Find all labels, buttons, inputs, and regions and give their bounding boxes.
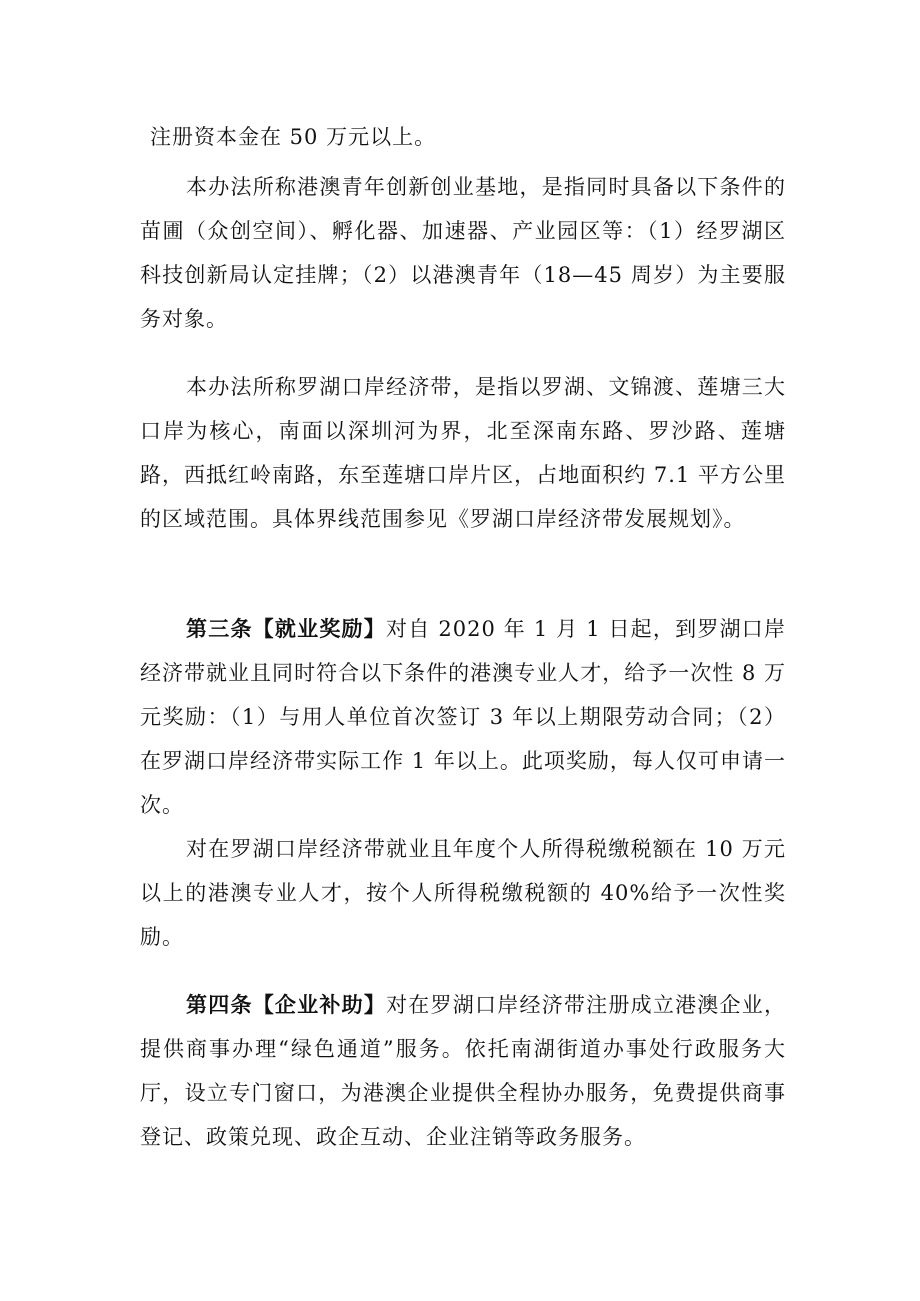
article-three-employment-award	[140, 607, 786, 827]
paragraph-text: 对自 2020 年 1 月 1 日起，到罗湖口岸经济带就业且同时符合以下条件的港澳专业人才，给予一次性 8 万元奖励：（1）与用人单位首次签订 3 年以上期限劳动合同；（2）在罗湖口岸经济带实际工作 1 年以上。此项奖励，每人仅可申请一次。	[140, 617, 787, 817]
article-heading: 第三条【就业奖励】	[186, 617, 387, 641]
paragraph-text: 本办法所称罗湖口岸经济带，是指以罗湖、文锦渡、莲塘三大口岸为核心，南面以深圳河为界，北至深南东路、罗沙路、莲塘路，西抵红岭南路，东至莲塘口岸片区，占地面积约 7.1 平方公里的区域范围。具体界线范围参见《罗湖口岸经济带发展规划》。	[140, 375, 786, 531]
article-heading: 第四条【企业补助】	[186, 993, 387, 1017]
article-four-enterprise-subsidy	[140, 983, 786, 1159]
paragraph-text: 对在罗湖口岸经济带注册成立港澳企业，提供商事办理“绿色通道”服务。依托南湖街道办事处行政服务大厅，设立专门窗口，为港澳企业提供全程协办服务，免费提供商事登记、政策兑现、政企互动、企业注销等政务服务。	[140, 993, 786, 1149]
paragraph-text: 对在罗湖口岸经济带就业且年度个人所得税缴税额在 10 万元以上的港澳专业人才，按个人所得税缴税额的 40%给予一次性奖励。	[140, 837, 786, 949]
paragraph-youth-base-definition	[140, 165, 786, 341]
paragraph-text: 本办法所称港澳青年创新创业基地，是指同时具备以下条件的苗圃（众创空间）、孵化器、加速器、产业园区等：（1）经罗湖区科技创新局认定挂牌；（2）以港澳青年（18—45 周岁）为主要服务对象。	[140, 175, 786, 331]
paragraph-economic-belt-definition	[140, 365, 786, 541]
paragraph-text: 注册资本金在 50 万元以上。	[150, 125, 437, 149]
paragraph-registered-capital	[150, 115, 796, 159]
paragraph-tax-award	[140, 827, 786, 959]
